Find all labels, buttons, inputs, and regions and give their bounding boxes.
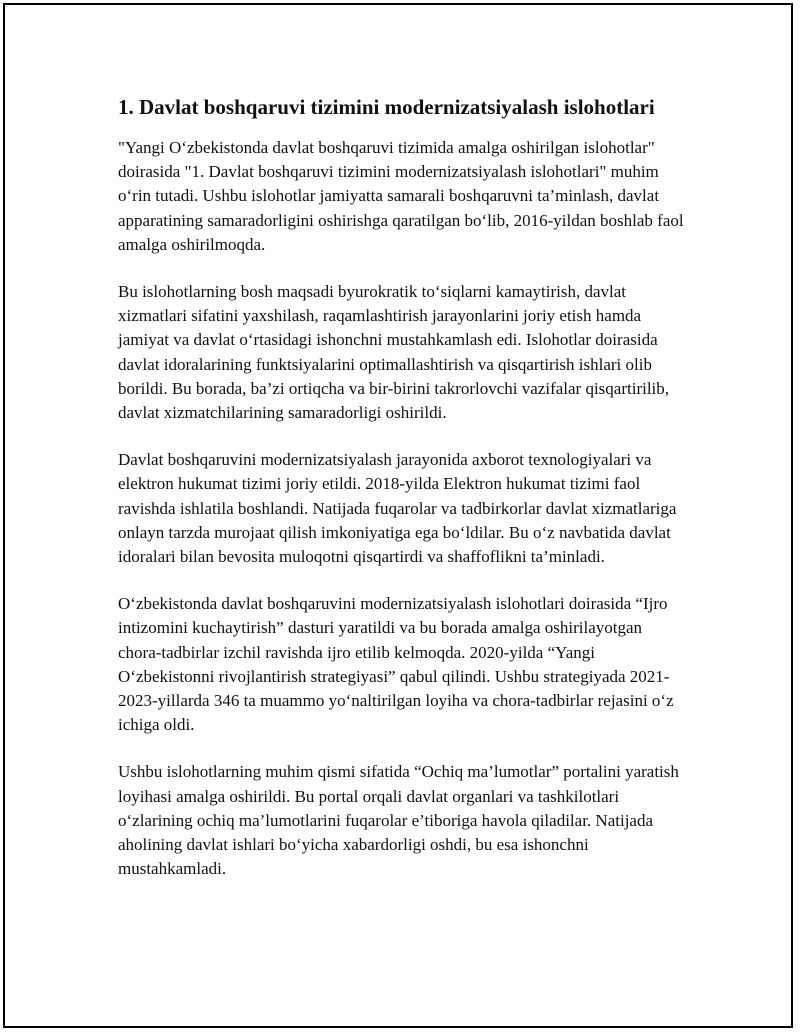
paragraph: Ushbu islohotlarning muhim qismi sifatida “Ochiq ma’lumotlar” portalini yaratish loyihasi amalga oshirildi. Bu portal orqali davlat organlari va tashkilotlari o‘zlarining ochiq ma’lumotlarini fuqarolar e’tiboriga havola qiladilar. Natijada aholining davlat ishlari bo‘yicha xabardorligi oshdi, bu esa ishonchni mustahkamladi. bbox=[118, 762, 679, 879]
document-body bbox=[118, 93, 688, 904]
document-title: 1. Davlat boshqaruvi tizimini modernizatsiyalash islohotlari bbox=[118, 95, 655, 119]
paragraph: O‘zbekistonda davlat boshqaruvini modernizatsiyalash islohotlari doirasida “Ijro intizomini kuchaytirish” dasturi yaratildi va bu borada amalga oshirilayotgan chora-tadbirlar izchil ravishda ijro etilib kelmoqda. 2020-yilda “Yangi O‘zbekistonni rivojlantirish strategiyasi” qabul qilindi. Ushbu strategiyada 2021-2023-yillarda 346 ta muammo yo‘naltirilgan loyiha va chora-tadbirlar rejasini o‘z ichiga oldi. bbox=[118, 594, 674, 735]
paragraph: Bu islohotlarning bosh maqsadi byurokratik to‘siqlarni kamaytirish, davlat xizmatlari sifatini yaxshilash, raqamlashtirish jarayonlarini joriy etish hamda jamiyat va davlat o‘rtasidagi ishonchni mustahkamlash edi. Islohotlar doirasida davlat idoralarining funktsiyalarini optimallashtirish va qisqartirish ishlari olib borildi. Bu borada, ba’zi ortiqcha va bir-birini takrorlovchi vazifalar qisqartirilib, davlat xizmatchilarining samaradorligi oshirildi. bbox=[118, 282, 670, 423]
paragraph: "Yangi O‘zbekistonda davlat boshqaruvi tizimida amalga oshirilgan islohotlar" doirasida "1. Davlat boshqaruvi tizimini modernizatsiyalash islohotlari" muhim o‘rin tutadi. Ushbu islohotlar jamiyatta samarali boshqaruvni ta’minlash, davlat apparatining samaradorligini oshirishga qaratilgan bo‘lib, 2016-yildan boshlab faol amalga oshirilmoqda. bbox=[118, 138, 684, 254]
paragraph: Davlat boshqaruvini modernizatsiyalash jarayonida axborot texnologiyalari va elektron hukumat tizimi joriy etildi. 2018-yilda Elektron hukumat tizimi faol ravishda ishlatila boshlandi. Natijada fuqarolar va tadbirkorlar davlat xizmatlariga onlayn tarzda murojaat qilish imkoniyatiga ega bo‘ldilar. Bu o‘z navbatida davlat idoralari bilan bevosita muloqotni qisqartirdi va shaffoflikni ta’minladi. bbox=[118, 450, 677, 567]
